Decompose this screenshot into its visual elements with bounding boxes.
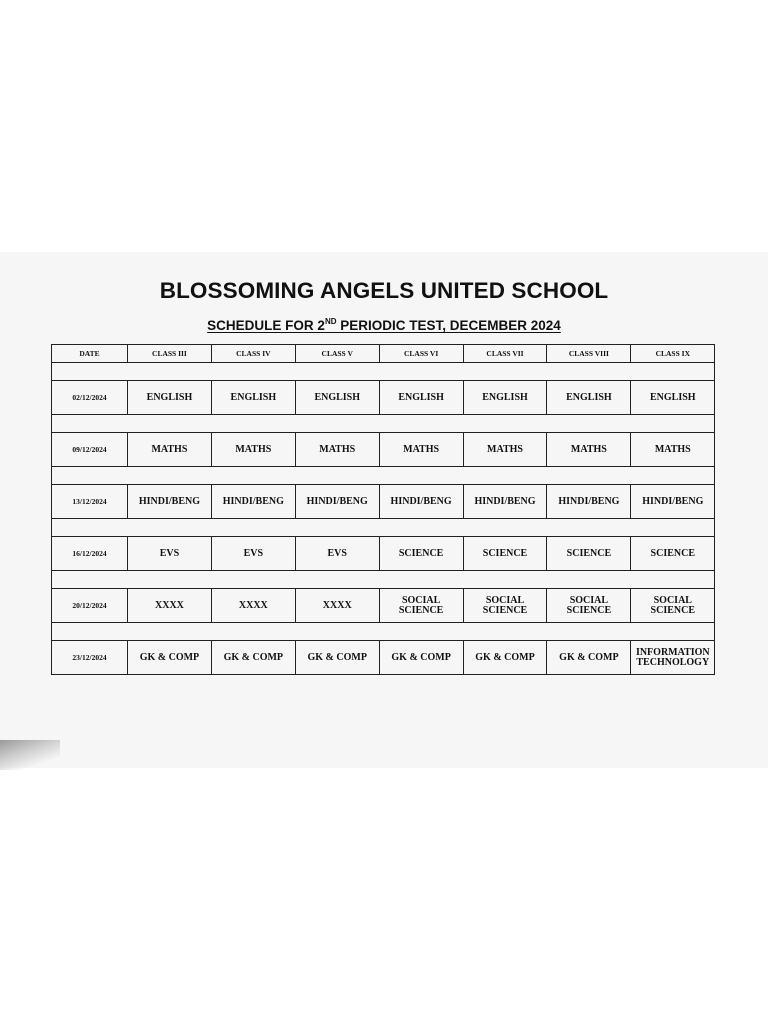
spacer-row (52, 571, 715, 589)
header-date: DATE (52, 345, 128, 363)
subject-cell: GK & COMP (295, 641, 379, 675)
subject-cell: HINDI/BENG (547, 485, 631, 519)
subject-cell: GK & COMP (211, 641, 295, 675)
school-name: BLOSSOMING ANGELS UNITED SCHOOL (159, 278, 609, 303)
spacer-row (52, 623, 715, 641)
subject-cell: SOCIAL SCIENCE (547, 589, 631, 623)
schedule-title-prefix: SCHEDULE FOR 2 (207, 318, 325, 333)
table-row (52, 641, 715, 675)
subject-cell: ENGLISH (211, 381, 295, 415)
subject-cell: GK & COMP (463, 641, 547, 675)
subject-cell: MATHS (211, 433, 295, 467)
spacer-row (52, 519, 715, 537)
subject-cell: SOCIAL SCIENCE (463, 589, 547, 623)
subject-cell: ENGLISH (379, 381, 463, 415)
subject-cell: GK & COMP (128, 641, 212, 675)
spacer-row (52, 415, 715, 433)
header-class-vi: CLASS VI (379, 345, 463, 363)
subject-cell: HINDI/BENG (128, 485, 212, 519)
schedule-title (0, 318, 768, 333)
spacer-cell (52, 519, 715, 537)
table-row (52, 485, 715, 519)
header-class-ix: CLASS IX (631, 345, 715, 363)
subject-cell: SCIENCE (547, 537, 631, 571)
subject-cell: ENGLISH (631, 381, 715, 415)
date-cell: 02/12/2024 (52, 381, 128, 415)
schedule-title-superscript: ND (324, 317, 337, 326)
table-row (52, 537, 715, 571)
subject-cell: SOCIAL SCIENCE (379, 589, 463, 623)
subject-cell: ENGLISH (463, 381, 547, 415)
header-row (52, 345, 715, 363)
subject-cell: MATHS (463, 433, 547, 467)
date-cell: 23/12/2024 (52, 641, 128, 675)
header-class-viii: CLASS VIII (547, 345, 631, 363)
subject-cell: XXXX (128, 589, 212, 623)
subject-cell: MATHS (547, 433, 631, 467)
date-cell: 09/12/2024 (52, 433, 128, 467)
spacer-cell (52, 623, 715, 641)
subject-cell: ENGLISH (295, 381, 379, 415)
schedule-title-suffix: PERIODIC TEST, DECEMBER 2024 (336, 318, 561, 333)
subject-cell: EVS (128, 537, 212, 571)
spacer-cell (52, 415, 715, 433)
schedule-table (51, 344, 715, 675)
subject-cell: HINDI/BENG (211, 485, 295, 519)
subject-cell: HINDI/BENG (295, 485, 379, 519)
subject-cell: XXXX (211, 589, 295, 623)
subject-cell: HINDI/BENG (379, 485, 463, 519)
spacer-cell (52, 363, 715, 381)
table-row (52, 381, 715, 415)
subject-cell: MATHS (128, 433, 212, 467)
subject-cell: SCIENCE (379, 537, 463, 571)
header-class-v: CLASS V (295, 345, 379, 363)
subject-cell: ENGLISH (128, 381, 212, 415)
table-row (52, 589, 715, 623)
subject-cell: INFORMATION TECHNOLOGY (631, 641, 715, 675)
subject-cell: EVS (211, 537, 295, 571)
subject-cell: HINDI/BENG (463, 485, 547, 519)
table-row (52, 433, 715, 467)
subject-cell: SCIENCE (463, 537, 547, 571)
subject-cell: SCIENCE (631, 537, 715, 571)
subject-cell: XXXX (295, 589, 379, 623)
scan-edge-shadow (0, 740, 60, 770)
subject-cell: GK & COMP (379, 641, 463, 675)
date-cell: 13/12/2024 (52, 485, 128, 519)
subject-cell: HINDI/BENG (631, 485, 715, 519)
spacer-cell (52, 467, 715, 485)
subject-cell: MATHS (631, 433, 715, 467)
subject-cell: MATHS (379, 433, 463, 467)
subject-cell: ENGLISH (547, 381, 631, 415)
date-cell: 20/12/2024 (52, 589, 128, 623)
subject-cell: MATHS (295, 433, 379, 467)
date-cell: 16/12/2024 (52, 537, 128, 571)
header-class-iii: CLASS III (128, 345, 212, 363)
header-class-iv: CLASS IV (211, 345, 295, 363)
spacer-cell (52, 571, 715, 589)
subject-cell: SOCIAL SCIENCE (631, 589, 715, 623)
header-class-vii: CLASS VII (463, 345, 547, 363)
spacer-row (52, 467, 715, 485)
spacer-row (52, 363, 715, 381)
subject-cell: GK & COMP (547, 641, 631, 675)
schedule-title-text (207, 318, 561, 333)
subject-cell: EVS (295, 537, 379, 571)
